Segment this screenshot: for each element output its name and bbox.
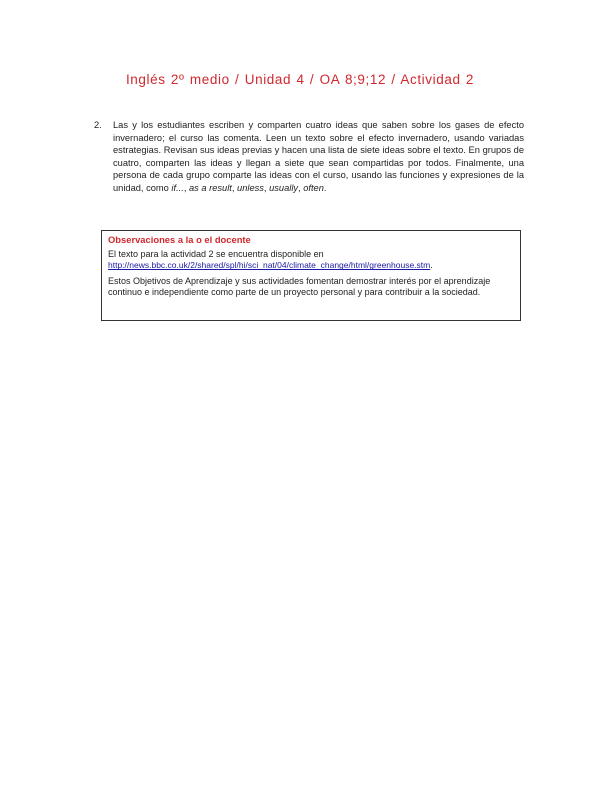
term-often: often: [303, 182, 324, 193]
separator: ,: [231, 182, 238, 193]
teacher-observations-box: [101, 230, 521, 321]
term-as-a-result: as a result: [188, 182, 232, 193]
greenhouse-article-link[interactable]: http://news.bbc.co.uk/2/shared/spl/hi/sci_nat/04/climate_change/html/greenhouse.stm: [108, 260, 431, 271]
link-period: .: [430, 260, 433, 271]
separator: ,: [263, 182, 270, 193]
page-title: Inglés 2º medio / Unidad 4 / OA 8;9;12 / Actividad 2: [125, 72, 475, 87]
activity-text-body: Las y los estudiantes escriben y comparten cuatro ideas que saben sobre los gases de efecto invernadero; el curso las comenta. Leen un texto sobre el efecto invernadero, usando variadas estrategias. Revisan sus ideas previas y hacen una lista de siete ideas sobre el texto. En grupos de cuatro, comparten las ideas y llegan a siete que sean compartidas por todos. Finalmente, una persona de cada grupo comparte las ideas con el curso, usando las funciones y expresiones de la unidad, como: [113, 120, 524, 193]
separator: ,: [183, 182, 189, 193]
source-intro: El texto para la actividad 2 se encuentra disponible en: [108, 249, 324, 260]
activity-description: [113, 119, 524, 195]
activity-number: 2.: [94, 120, 102, 130]
term-usually: usually: [269, 182, 299, 193]
term-if: if...: [171, 182, 184, 193]
separator: ,: [298, 182, 304, 193]
observations-text-objectives: Estos Objetivos de Aprendizaje y sus actividades fomentan demostrar interés por el aprendizaje continuo e independiente como parte de un proyecto personal y para contribuir a la sociedad.: [108, 275, 491, 297]
observations-text-source: [108, 249, 514, 271]
observations-title: Observaciones a la o el docente: [108, 234, 251, 245]
sentence-end: .: [323, 182, 327, 193]
activity-item: [94, 119, 524, 195]
term-unless: unless: [237, 182, 264, 193]
